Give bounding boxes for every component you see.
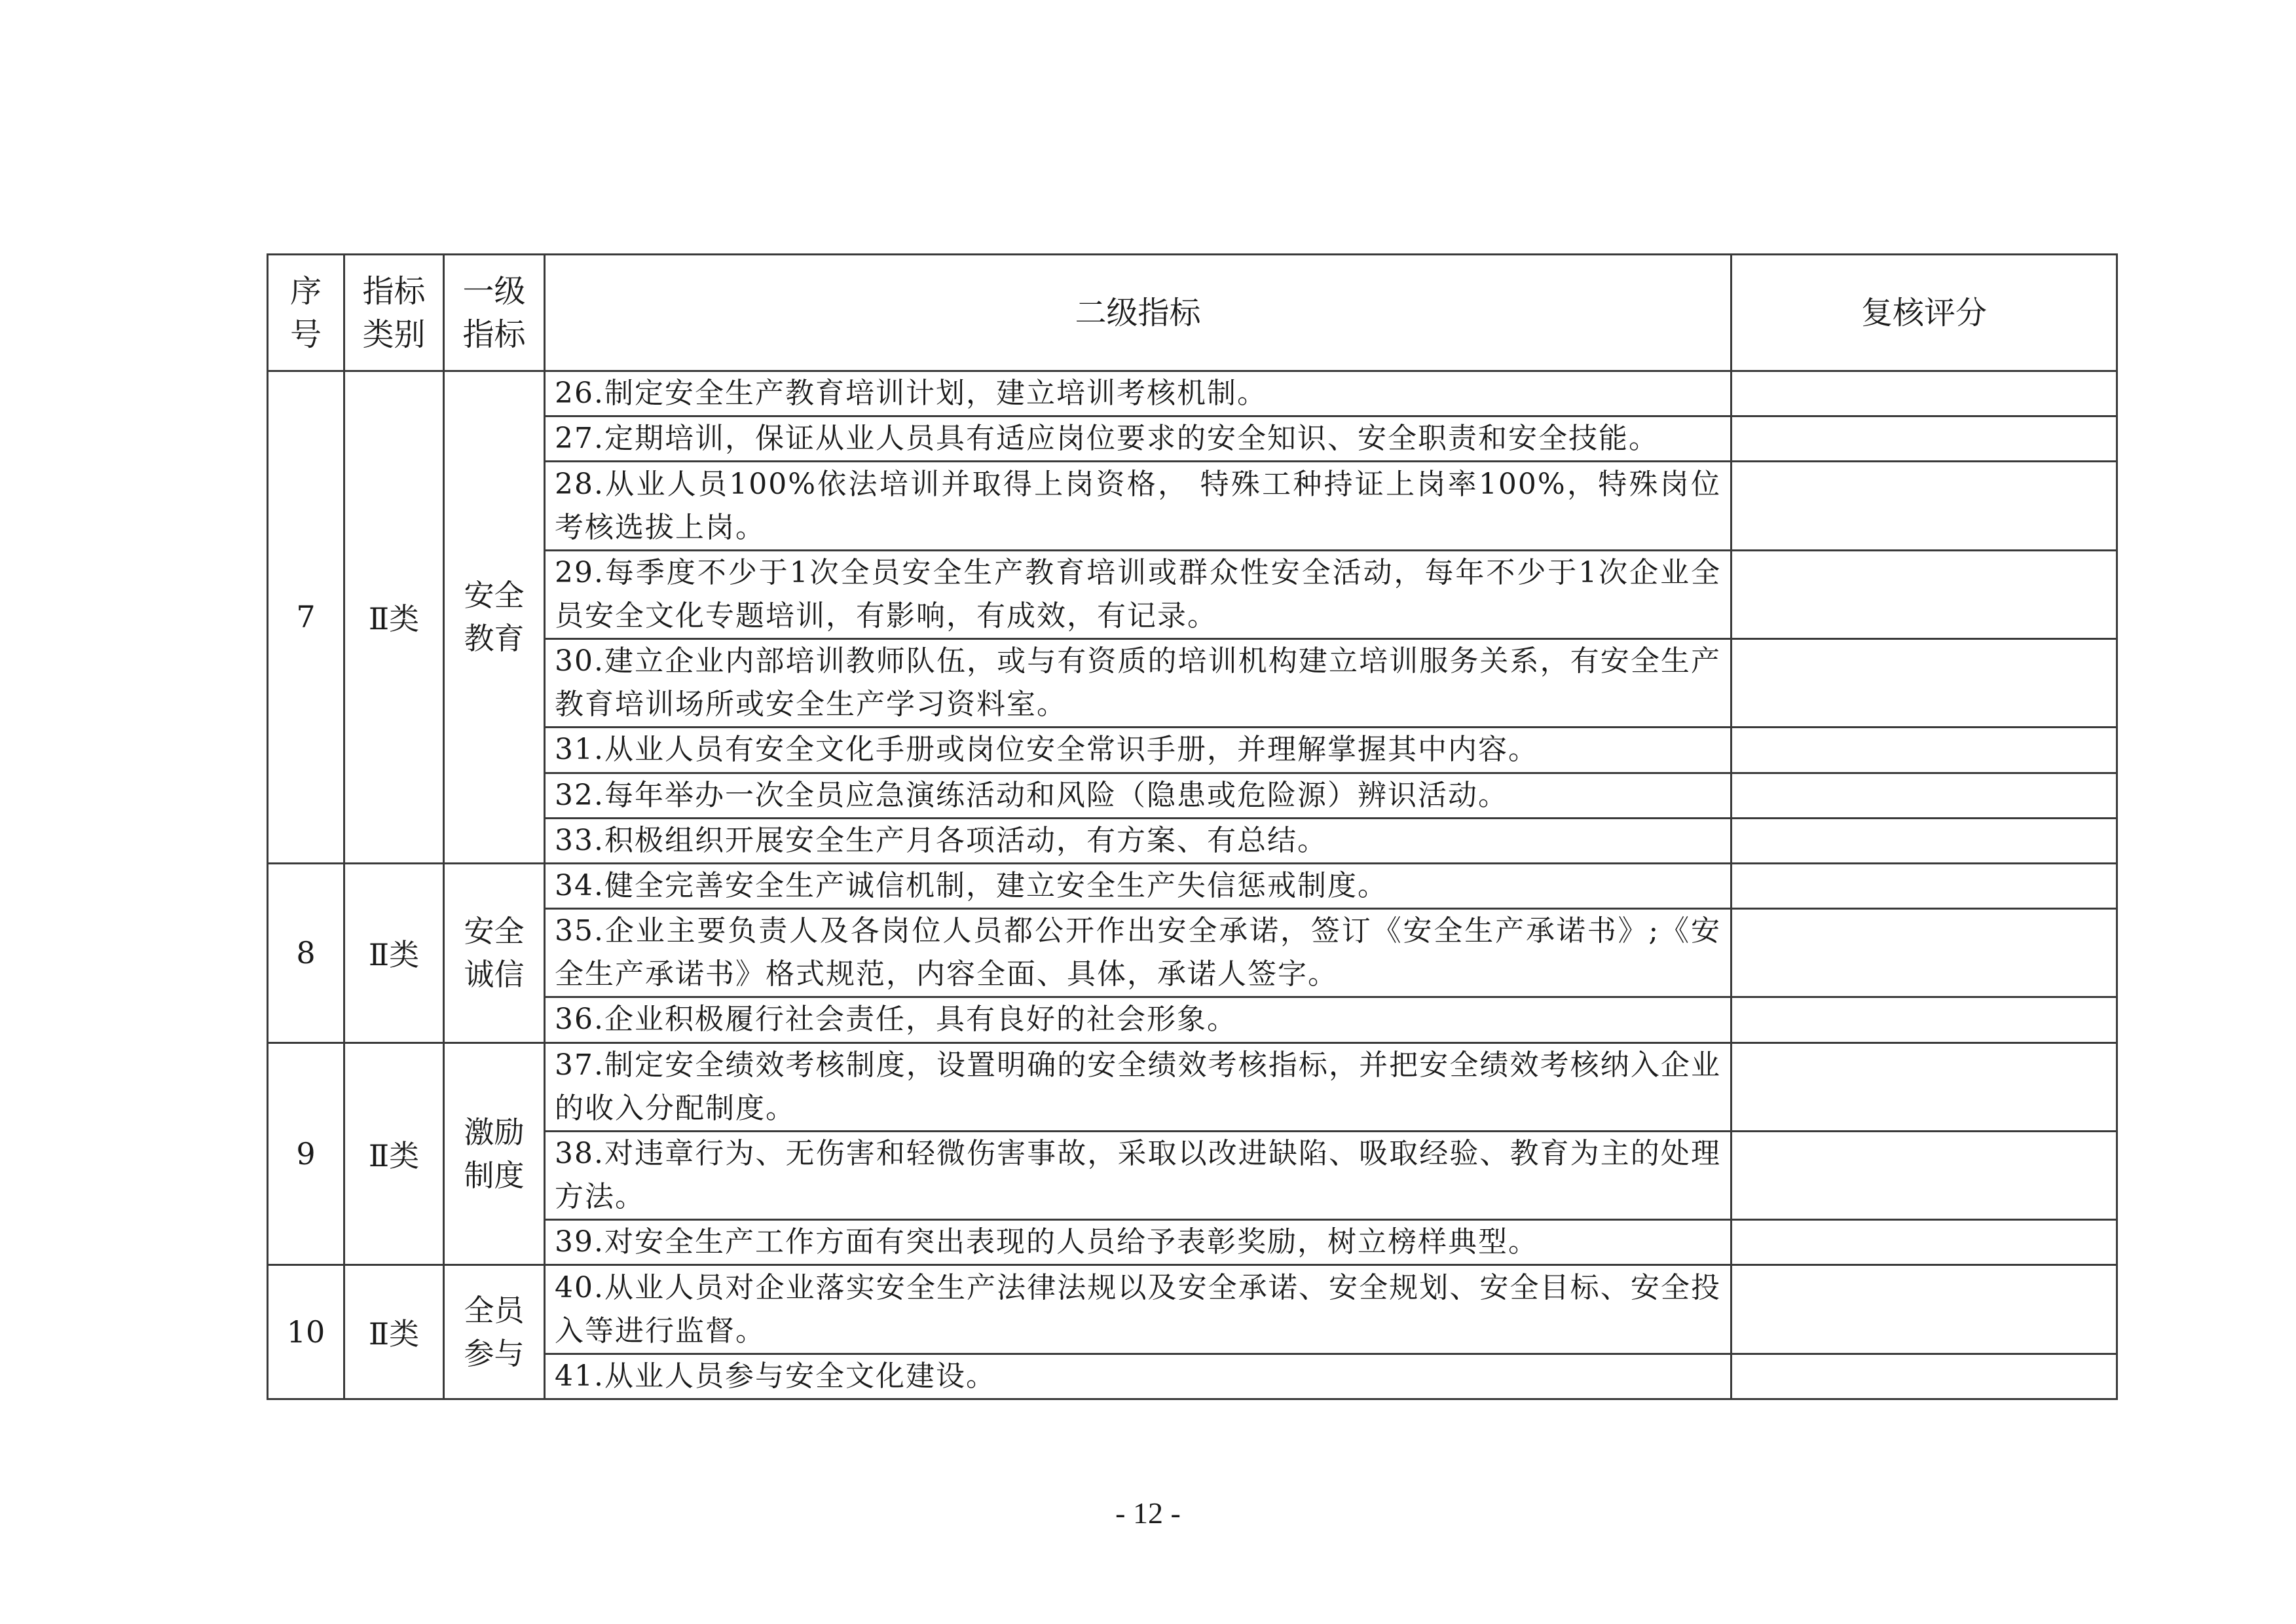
table-row: [268, 863, 2117, 908]
score-cell[interactable]: [1731, 371, 2117, 416]
page-number: - 12 -: [1115, 1496, 1181, 1530]
row-category-class: Ⅱ类: [344, 371, 444, 864]
row-level2-indicator: 28.从业人员100%依法培训并取得上岗资格， 特殊工种持证上岗率100%，特殊岗位考核选拔上岗。: [545, 462, 1731, 550]
row-category-class: Ⅱ类: [344, 1265, 444, 1399]
table-row: [268, 1043, 2117, 1131]
table-row: [268, 1220, 2117, 1265]
row-seq: 9: [268, 1043, 344, 1265]
table-row: [268, 1354, 2117, 1399]
table-row: [268, 773, 2117, 818]
row-level2-indicator: 30.建立企业内部培训教师队伍，或与有资质的培训机构建立培训服务关系，有安全生产教育培训场所或安全生产学习资料室。: [545, 639, 1731, 728]
score-cell[interactable]: [1731, 416, 2117, 462]
row-category-class: Ⅱ类: [344, 1043, 444, 1265]
row-level2-indicator: 29.每季度不少于1次全员安全生产教育培训或群众性安全活动，每年不少于1次企业全员安全文化专题培训，有影响，有成效，有记录。: [545, 550, 1731, 638]
row-level2-indicator: 34.健全完善安全生产诚信机制，建立安全生产失信惩戒制度。: [545, 863, 1731, 908]
score-cell[interactable]: [1731, 997, 2117, 1043]
row-level2-indicator: 26.制定安全生产教育培训计划，建立培训考核机制。: [545, 371, 1731, 416]
row-level1-indicator: 安全教育: [444, 371, 545, 864]
table-row: [268, 1131, 2117, 1219]
row-level1-indicator: 激励制度: [444, 1043, 545, 1265]
row-seq: 10: [268, 1265, 344, 1399]
table-row: [268, 818, 2117, 863]
row-seq: 7: [268, 371, 344, 864]
row-level1-indicator: 安全诚信: [444, 863, 545, 1043]
row-level2-indicator: 35.企业主要负责人及各岗位人员都公开作出安全承诺，签订《安全生产承诺书》;《安全生产承诺书》格式规范，内容全面、具体，承诺人签字。: [545, 909, 1731, 997]
row-level2-indicator: 27.定期培训，保证从业人员具有适应岗位要求的安全知识、安全职责和安全技能。: [545, 416, 1731, 462]
row-category-class: Ⅱ类: [344, 863, 444, 1043]
score-cell[interactable]: [1731, 863, 2117, 908]
header-level1: 一级指标: [444, 255, 545, 371]
table-row: [268, 462, 2117, 550]
score-cell[interactable]: [1731, 1131, 2117, 1219]
row-level2-indicator: 40.从业人员对企业落实安全生产法律法规以及安全承诺、安全规划、安全目标、安全投入等进行监督。: [545, 1265, 1731, 1354]
header-category: 指标类别: [344, 255, 444, 371]
score-cell[interactable]: [1731, 1220, 2117, 1265]
row-level2-indicator: 33.积极组织开展安全生产月各项活动，有方案、有总结。: [545, 818, 1731, 863]
row-level1-indicator: 全员参与: [444, 1265, 545, 1399]
evaluation-table: [267, 253, 2118, 1400]
score-cell[interactable]: [1731, 1043, 2117, 1131]
table-row: [268, 1265, 2117, 1354]
score-cell[interactable]: [1731, 1354, 2117, 1399]
row-level2-indicator: 31.从业人员有安全文化手册或岗位安全常识手册，并理解掌握其中内容。: [545, 728, 1731, 773]
score-cell[interactable]: [1731, 462, 2117, 550]
header-row: [268, 255, 2117, 371]
header-level2: 二级指标: [545, 255, 1731, 371]
row-level2-indicator: 38.对违章行为、无伤害和轻微伤害事故，采取以改进缺陷、吸取经验、教育为主的处理方法。: [545, 1131, 1731, 1219]
row-level2-indicator: 37.制定安全绩效考核制度，设置明确的安全绩效考核指标，并把安全绩效考核纳入企业的收入分配制度。: [545, 1043, 1731, 1131]
score-cell[interactable]: [1731, 728, 2117, 773]
table-row: [268, 550, 2117, 638]
score-cell[interactable]: [1731, 639, 2117, 728]
row-level2-indicator: 39.对安全生产工作方面有突出表现的人员给予表彰奖励，树立榜样典型。: [545, 1220, 1731, 1265]
row-level2-indicator: 36.企业积极履行社会责任，具有良好的社会形象。: [545, 997, 1731, 1043]
table-row: [268, 997, 2117, 1043]
header-score: 复核评分: [1731, 255, 2117, 371]
table-row: [268, 909, 2117, 997]
score-cell[interactable]: [1731, 1265, 2117, 1354]
table-row: [268, 416, 2117, 462]
table-body: [268, 371, 2117, 1399]
score-cell[interactable]: [1731, 773, 2117, 818]
score-cell[interactable]: [1731, 909, 2117, 997]
score-cell[interactable]: [1731, 818, 2117, 863]
row-level2-indicator: 32.每年举办一次全员应急演练活动和风险（隐患或危险源）辨识活动。: [545, 773, 1731, 818]
row-level2-indicator: 41.从业人员参与安全文化建设。: [545, 1354, 1731, 1399]
header-seq: 序号: [268, 255, 344, 371]
table-row: [268, 639, 2117, 728]
row-seq: 8: [268, 863, 344, 1043]
table-row: [268, 728, 2117, 773]
table-row: [268, 371, 2117, 416]
score-cell[interactable]: [1731, 550, 2117, 638]
